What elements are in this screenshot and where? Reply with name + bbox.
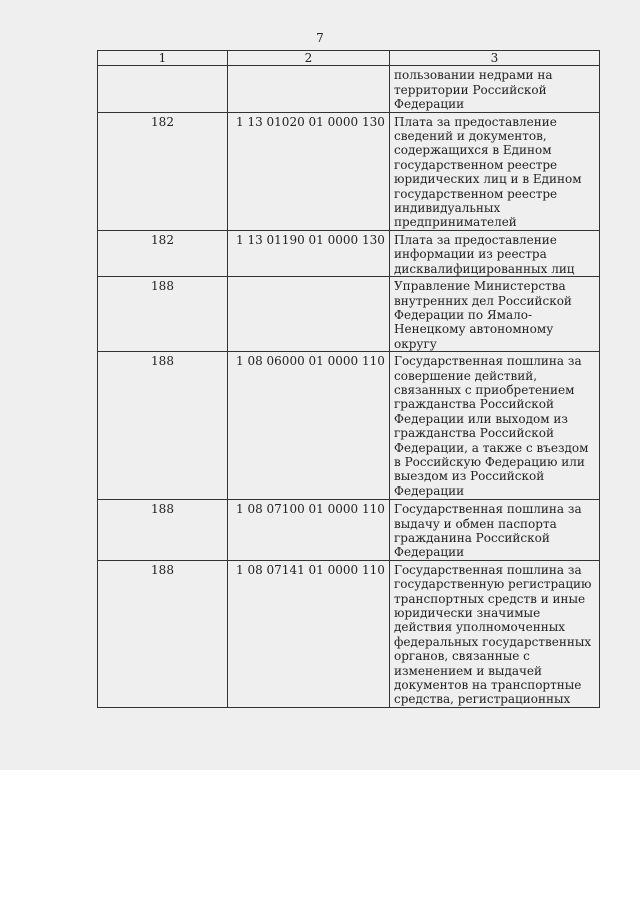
table-row — [98, 112, 600, 230]
table-row — [98, 277, 600, 352]
admin-code-cell: 182 — [98, 112, 228, 230]
description-cell: Плата за предоставление информации из реестра дисквалифицированных лиц — [390, 230, 600, 276]
admin-code-cell: 182 — [98, 230, 228, 276]
table-row — [98, 500, 600, 561]
admin-code-cell: 188 — [98, 560, 228, 707]
table-header-row — [98, 51, 600, 66]
description-cell: Государственная пошлина за выдачу и обмен паспорта гражданина Российской Федерации — [390, 500, 600, 561]
page-number: 7 — [316, 31, 324, 45]
kbk-code-cell: 1 08 06000 01 0000 110 — [228, 352, 390, 500]
revenue-codes-table — [97, 50, 600, 708]
description-cell: Государственная пошлина за государственную регистрацию транспортных средств и иные юридически значимые действия уполномоченных федеральных государственных органов, связанные с изменением и выдачей документов на транспортные средства, регистрационных — [390, 560, 600, 707]
table-row — [98, 66, 600, 112]
kbk-code-cell: 1 13 01020 01 0000 130 — [228, 112, 390, 230]
column-header-3: 3 — [390, 51, 600, 66]
table-row — [98, 560, 600, 707]
admin-code-cell: 188 — [98, 500, 228, 561]
kbk-code-cell — [228, 277, 390, 352]
admin-code-cell: 188 — [98, 277, 228, 352]
admin-code-cell: 188 — [98, 352, 228, 500]
description-cell: Государственная пошлина за совершение действий, связанных с приобретением гражданства Российской Федерации или выходом из гражданства Российской Федерации, а также с въездом в Российскую Федерацию или выездом из Российской Федерации — [390, 352, 600, 500]
table-row — [98, 230, 600, 276]
column-header-1: 1 — [98, 51, 228, 66]
table-row — [98, 352, 600, 500]
description-cell: Управление Министерства внутренних дел Российской Федерации по Ямало-Ненецкому автономному округу — [390, 277, 600, 352]
kbk-code-cell: 1 13 01190 01 0000 130 — [228, 230, 390, 276]
description-cell: пользовании недрами на территории Российской Федерации — [390, 66, 600, 112]
description-cell: Плата за предоставление сведений и документов, содержащихся в Едином государственном реестре юридических лиц и в Едином государственном реестре индивидуальных предпринимателей — [390, 112, 600, 230]
kbk-code-cell: 1 08 07100 01 0000 110 — [228, 500, 390, 561]
column-header-2: 2 — [228, 51, 390, 66]
admin-code-cell — [98, 66, 228, 112]
kbk-code-cell — [228, 66, 390, 112]
kbk-code-cell: 1 08 07141 01 0000 110 — [228, 560, 390, 707]
